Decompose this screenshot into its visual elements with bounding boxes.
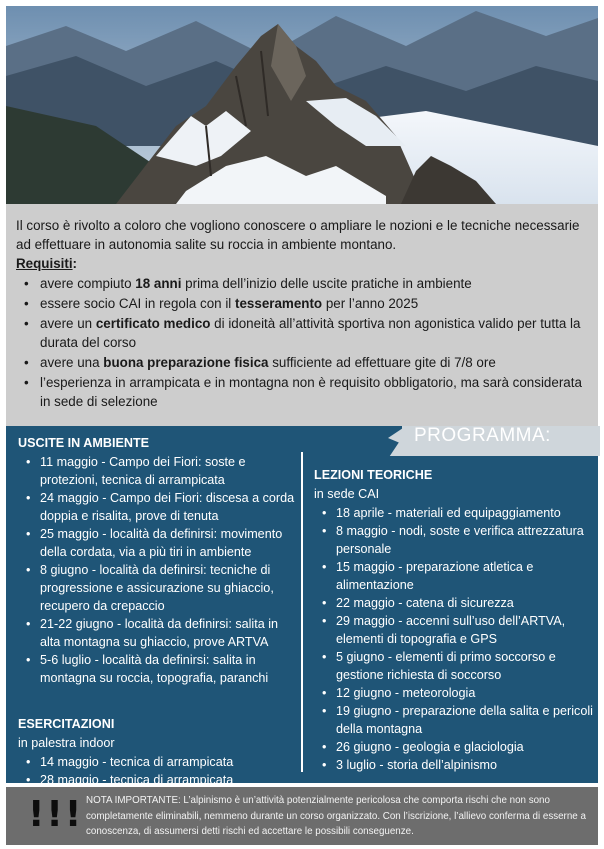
programma-panel — [6, 425, 598, 787]
uscita-item: • 11 maggio - Campo dei Fiori: soste e protezioni, tecnica di arrampicata — [18, 453, 298, 489]
requisito-bold: tesseramento — [235, 296, 323, 311]
exclamation-icon: !!! — [28, 794, 84, 835]
requisito-text: avere compiuto — [40, 276, 136, 291]
column-divider — [301, 452, 303, 772]
requisito-text: prima dell’inizio delle uscite pratiche in ambiente — [181, 276, 472, 291]
requisito-item — [16, 274, 588, 293]
lezione-item: • 5 giugno - elementi di primo soccorso e gestione richiesta di soccorso — [314, 648, 594, 684]
uscita-item: • 5-6 luglio - località da definirsi: salita in montagna su roccia, topografia, paranchi — [18, 651, 298, 687]
mountain-illustration — [6, 6, 598, 204]
requisito-text: per l’anno 2025 — [322, 296, 419, 311]
uscita-item: • 25 maggio - località da definirsi: movimento della cordata, via a più tiri in ambiente — [18, 525, 298, 561]
lezione-item: • 15 maggio - preparazione atletica e alimentazione — [314, 558, 594, 594]
requisito-bold: certificato medico — [95, 316, 211, 331]
lezione-item: • 18 aprile - materiali ed equipaggiamento — [314, 504, 594, 522]
requisiti-title: Requisiti — [16, 256, 73, 271]
esercitazione-item: • 14 maggio - tecnica di arrampicata — [18, 753, 298, 771]
important-note — [6, 787, 598, 845]
note-text: NOTA IMPORTANTE: L’alpinismo è un’attività potenzialmente pericolosa che comporta rischi che non sono completamente eliminabili, nemmeno durante un corso organizzato. Con l’iscrizione, l’allievo conferma di esserne a conoscenza, di assumersi detti rischi ed accettare le possibili conseguenze. — [86, 795, 586, 837]
uscita-item: • 24 maggio - Campo dei Fiori: discesa a corda doppia e risalita, prove di tenuta — [18, 489, 298, 525]
requisito-text: avere una — [40, 355, 104, 370]
requisito-text: l’esperienza in arrampicata e in montagna non è requisito obbligatorio, ma sarà considerata in sede di selezione — [40, 375, 582, 409]
requisito-item — [16, 353, 588, 372]
lezione-item: • 19 giugno - preparazione della salita e pericoli della montagna — [314, 702, 594, 738]
mountain-photo — [6, 6, 598, 204]
requisito-text: essere socio CAI in regola con il — [40, 296, 236, 311]
uscite-list — [18, 453, 298, 687]
requisito-text: avere un — [40, 316, 96, 331]
requisito-text: sufficiente ad effettuare gite di 7/8 ore — [268, 355, 496, 370]
lezioni-title: LEZIONI TEORICHE — [314, 468, 433, 482]
requisiti-heading — [16, 254, 588, 273]
uscite-title: USCITE IN AMBIENTE — [18, 436, 150, 450]
programma-title: PROGRAMMA: — [414, 425, 551, 446]
lezione-item: • 12 giugno - meteorologia — [314, 684, 594, 702]
lezioni-list — [314, 504, 594, 774]
uscita-item: • 8 giugno - località da definirsi: tecniche di progressione e assicurazione su ghiaccio, recupero da crepaccio — [18, 561, 298, 615]
requisito-bold: buona preparazione fisica — [103, 355, 269, 370]
requisiti-list — [16, 274, 588, 411]
esercitazione-item: • 28 maggio - tecnica di arrampicata — [18, 771, 298, 789]
intro-text: Il corso è rivolto a coloro che vogliono conoscere o ampliare le nozioni e le tecniche necessarie ad effettuare in autonomia salite su roccia in ambiente montano. — [16, 218, 580, 252]
requisito-text: di idoneità all’attività sportiva non agonistica valido per tutta la durata del corso — [40, 316, 581, 350]
esercitazioni-section — [18, 715, 298, 789]
programma-right-column — [314, 466, 594, 774]
esercitazioni-subtitle: in palestra indoor — [18, 736, 115, 750]
lezione-item: • 3 luglio - storia dell’alpinismo — [314, 756, 594, 774]
lezione-item: • 26 giugno - geologia e glaciologia — [314, 738, 594, 756]
uscita-item: • 21-22 giugno - località da definirsi: salita in alta montagna su ghiaccio, prove ARTVA — [18, 615, 298, 651]
lezione-item: • 29 maggio - accenni sull’uso dell’ARTVA, elementi di topografia e GPS — [314, 612, 594, 648]
lezioni-subtitle: in sede CAI — [314, 487, 380, 501]
intro-panel — [6, 204, 598, 426]
esercitazioni-title: ESERCITAZIONI — [18, 717, 115, 731]
programma-left-column — [18, 434, 298, 789]
lezione-item: • 8 maggio - nodi, soste e verifica attrezzatura personale — [314, 522, 594, 558]
requisito-item — [16, 294, 588, 313]
requisito-item — [16, 373, 588, 411]
requisiti-colon: : — [72, 256, 78, 271]
requisito-bold: 18 anni — [135, 276, 182, 291]
requisito-item — [16, 314, 588, 352]
esercitazioni-list — [18, 753, 298, 789]
lezione-item: • 22 maggio - catena di sicurezza — [314, 594, 594, 612]
